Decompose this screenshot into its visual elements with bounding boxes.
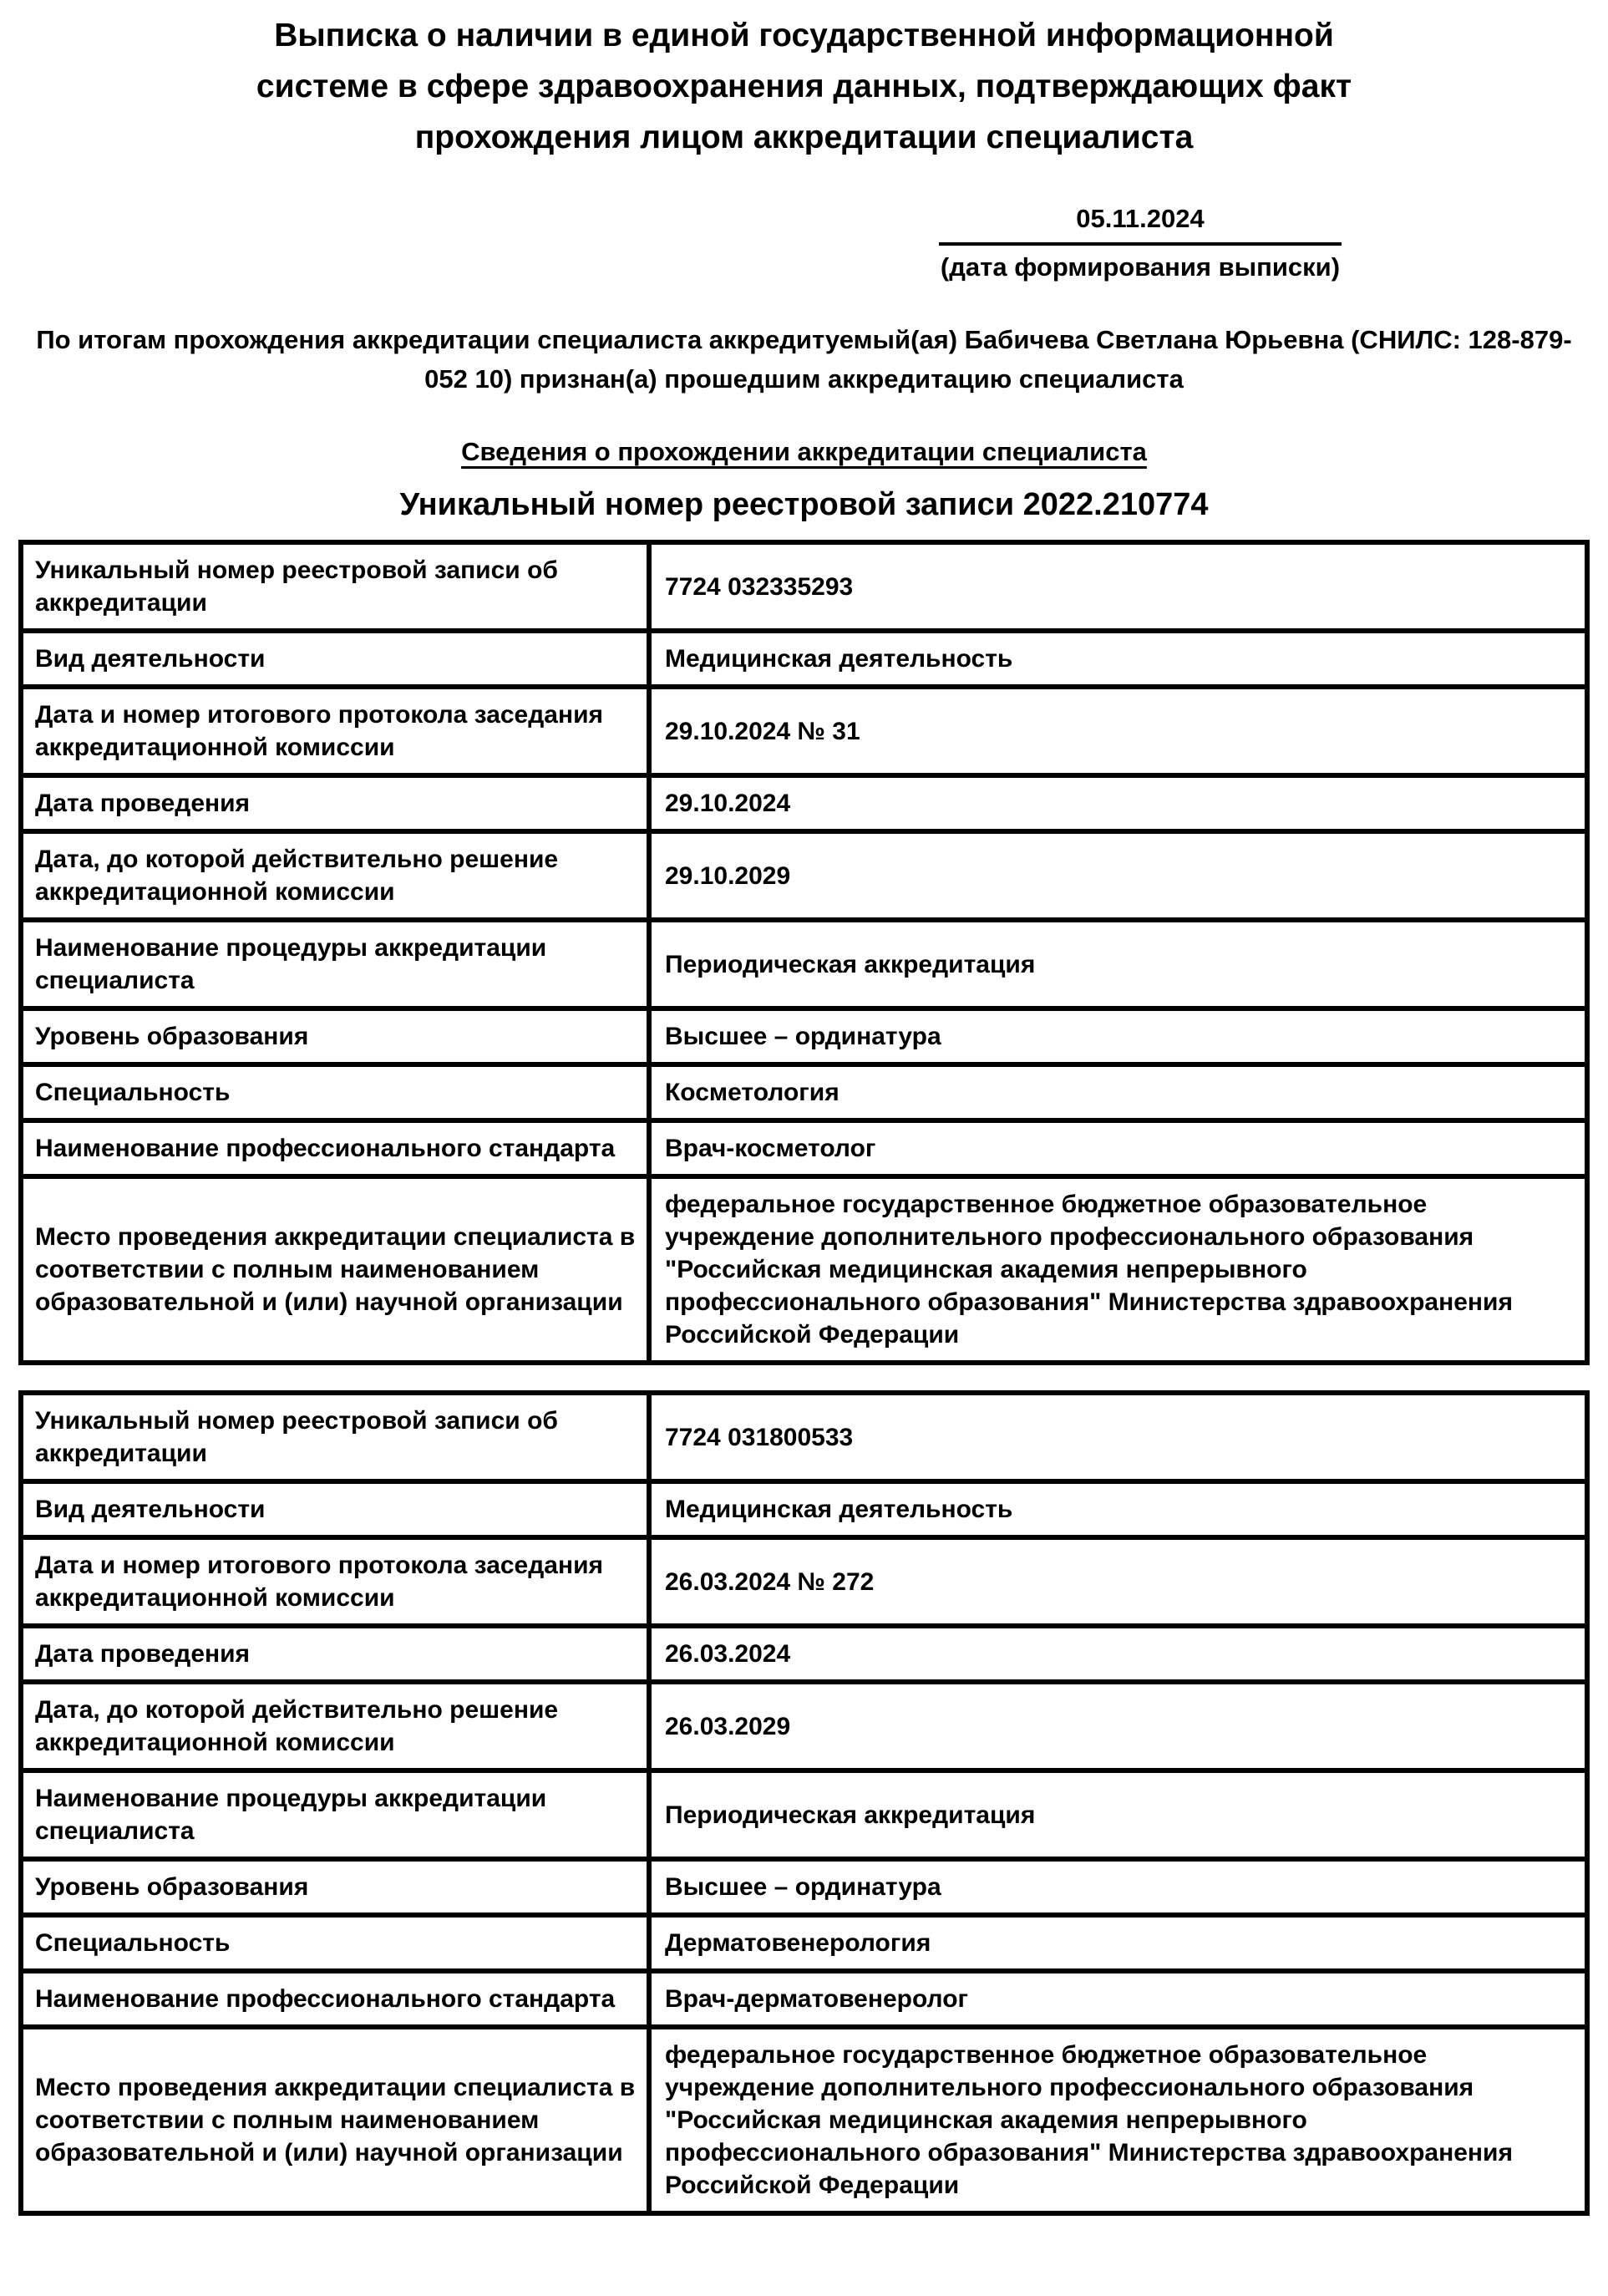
field-value: Косметология xyxy=(649,1064,1587,1120)
accreditation-record-table-1 xyxy=(18,540,1590,1365)
accreditation-record-table-2 xyxy=(18,1390,1590,2216)
field-label: Уникальный номер реестровой записи об аккредитации xyxy=(21,1393,649,1481)
table-row xyxy=(21,687,1587,775)
field-label: Наименование профессионального стандарта xyxy=(21,1120,649,1176)
table-row xyxy=(21,1393,1587,1481)
section-header: Сведения о прохождении аккредитации специалиста xyxy=(461,437,1147,466)
table-row xyxy=(21,1176,1587,1363)
intro-paragraph: По итогам прохождения аккредитации специалиста аккредитуемый(ая) Бабичева Светлана Юрьевна (СНИЛС: 128-879-052 10) признан(а) прошедшим аккредитацию специалиста xyxy=(36,325,1572,394)
table-row xyxy=(21,1682,1587,1770)
field-label: Дата и номер итогового протокола заседания аккредитационной комиссии xyxy=(21,1537,649,1626)
field-value: 26.03.2024 № 272 xyxy=(649,1537,1587,1626)
registry-number-heading: Уникальный номер реестровой записи 2022.210774 xyxy=(399,487,1209,522)
table-row xyxy=(21,1971,1587,2027)
field-label: Уникальный номер реестровой записи об аккредитации xyxy=(21,542,649,631)
field-value: Высшее – ординатура xyxy=(649,1008,1587,1064)
field-label: Специальность xyxy=(21,1915,649,1971)
field-value: 29.10.2024 № 31 xyxy=(649,687,1587,775)
document-title-line-3: прохождения лицом аккредитации специалиста xyxy=(414,119,1194,155)
table-row xyxy=(21,1770,1587,1859)
table-row xyxy=(21,775,1587,831)
field-label: Дата, до которой действительно решение аккредитационной комиссии xyxy=(21,1682,649,1770)
table-row xyxy=(21,920,1587,1008)
field-label: Место проведения аккредитации специалиста в соответствии с полным наименованием образовательной и (или) научной организации xyxy=(21,2027,649,2213)
document-title-line-1: Выписка о наличии в единой государственной информационной xyxy=(274,18,1334,53)
table-row xyxy=(21,1064,1587,1120)
field-label: Дата и номер итогового протокола заседания аккредитационной комиссии xyxy=(21,687,649,775)
table-row xyxy=(21,1915,1587,1971)
field-value: федеральное государственное бюджетное образовательное учреждение дополнительного профессионального образования "Российская медицинская академия непрерывного профессионального образования" Министерства здравоохранения Российской Федерации xyxy=(649,1176,1587,1363)
field-value: Периодическая аккредитация xyxy=(649,920,1587,1008)
field-value: Высшее – ординатура xyxy=(649,1859,1587,1915)
table-row xyxy=(21,1537,1587,1626)
field-label: Вид деятельности xyxy=(21,631,649,687)
field-value: 29.10.2029 xyxy=(649,831,1587,920)
field-value: Медицинская деятельность xyxy=(649,631,1587,687)
field-value: Дерматовенерология xyxy=(649,1915,1587,1971)
field-label: Наименование профессионального стандарта xyxy=(21,1971,649,2027)
field-label: Дата проведения xyxy=(21,1626,649,1682)
field-label: Дата проведения xyxy=(21,775,649,831)
field-value: федеральное государственное бюджетное образовательное учреждение дополнительного профессионального образования "Российская медицинская академия непрерывного профессионального образования" Министерства здравоохранения Российской Федерации xyxy=(649,2027,1587,2213)
field-value: Врач-дерматовенеролог xyxy=(649,1971,1587,2027)
field-label: Уровень образования xyxy=(21,1008,649,1064)
field-value: 26.03.2024 xyxy=(649,1626,1587,1682)
document-title-line-2: системе в сфере здравоохранения данных, подтверждающих факт xyxy=(256,69,1352,104)
table-row xyxy=(21,1120,1587,1176)
field-label: Уровень образования xyxy=(21,1859,649,1915)
field-value: Периодическая аккредитация xyxy=(649,1770,1587,1859)
field-label: Наименование процедуры аккредитации специалиста xyxy=(21,920,649,1008)
extract-date-block xyxy=(939,203,1342,283)
table-row xyxy=(21,542,1587,631)
field-label: Дата, до которой действительно решение аккредитационной комиссии xyxy=(21,831,649,920)
field-label: Наименование процедуры аккредитации специалиста xyxy=(21,1770,649,1859)
table-row xyxy=(21,1481,1587,1537)
field-value: 29.10.2024 xyxy=(649,775,1587,831)
field-label: Специальность xyxy=(21,1064,649,1120)
extract-date: 05.11.2024 xyxy=(939,203,1342,246)
extract-date-caption: (дата формирования выписки) xyxy=(940,252,1341,282)
field-value: Врач-косметолог xyxy=(649,1120,1587,1176)
document-title xyxy=(0,0,1608,163)
table-row xyxy=(21,1008,1587,1064)
table-row xyxy=(21,1626,1587,1682)
table-row xyxy=(21,631,1587,687)
table-row xyxy=(21,831,1587,920)
field-value: Медицинская деятельность xyxy=(649,1481,1587,1537)
field-value: 7724 032335293 xyxy=(649,542,1587,631)
table-row xyxy=(21,2027,1587,2213)
field-label: Вид деятельности xyxy=(21,1481,649,1537)
field-value: 26.03.2029 xyxy=(649,1682,1587,1770)
field-value: 7724 031800533 xyxy=(649,1393,1587,1481)
table-row xyxy=(21,1859,1587,1915)
field-label: Место проведения аккредитации специалиста в соответствии с полным наименованием образовательной и (или) научной организации xyxy=(21,1176,649,1363)
